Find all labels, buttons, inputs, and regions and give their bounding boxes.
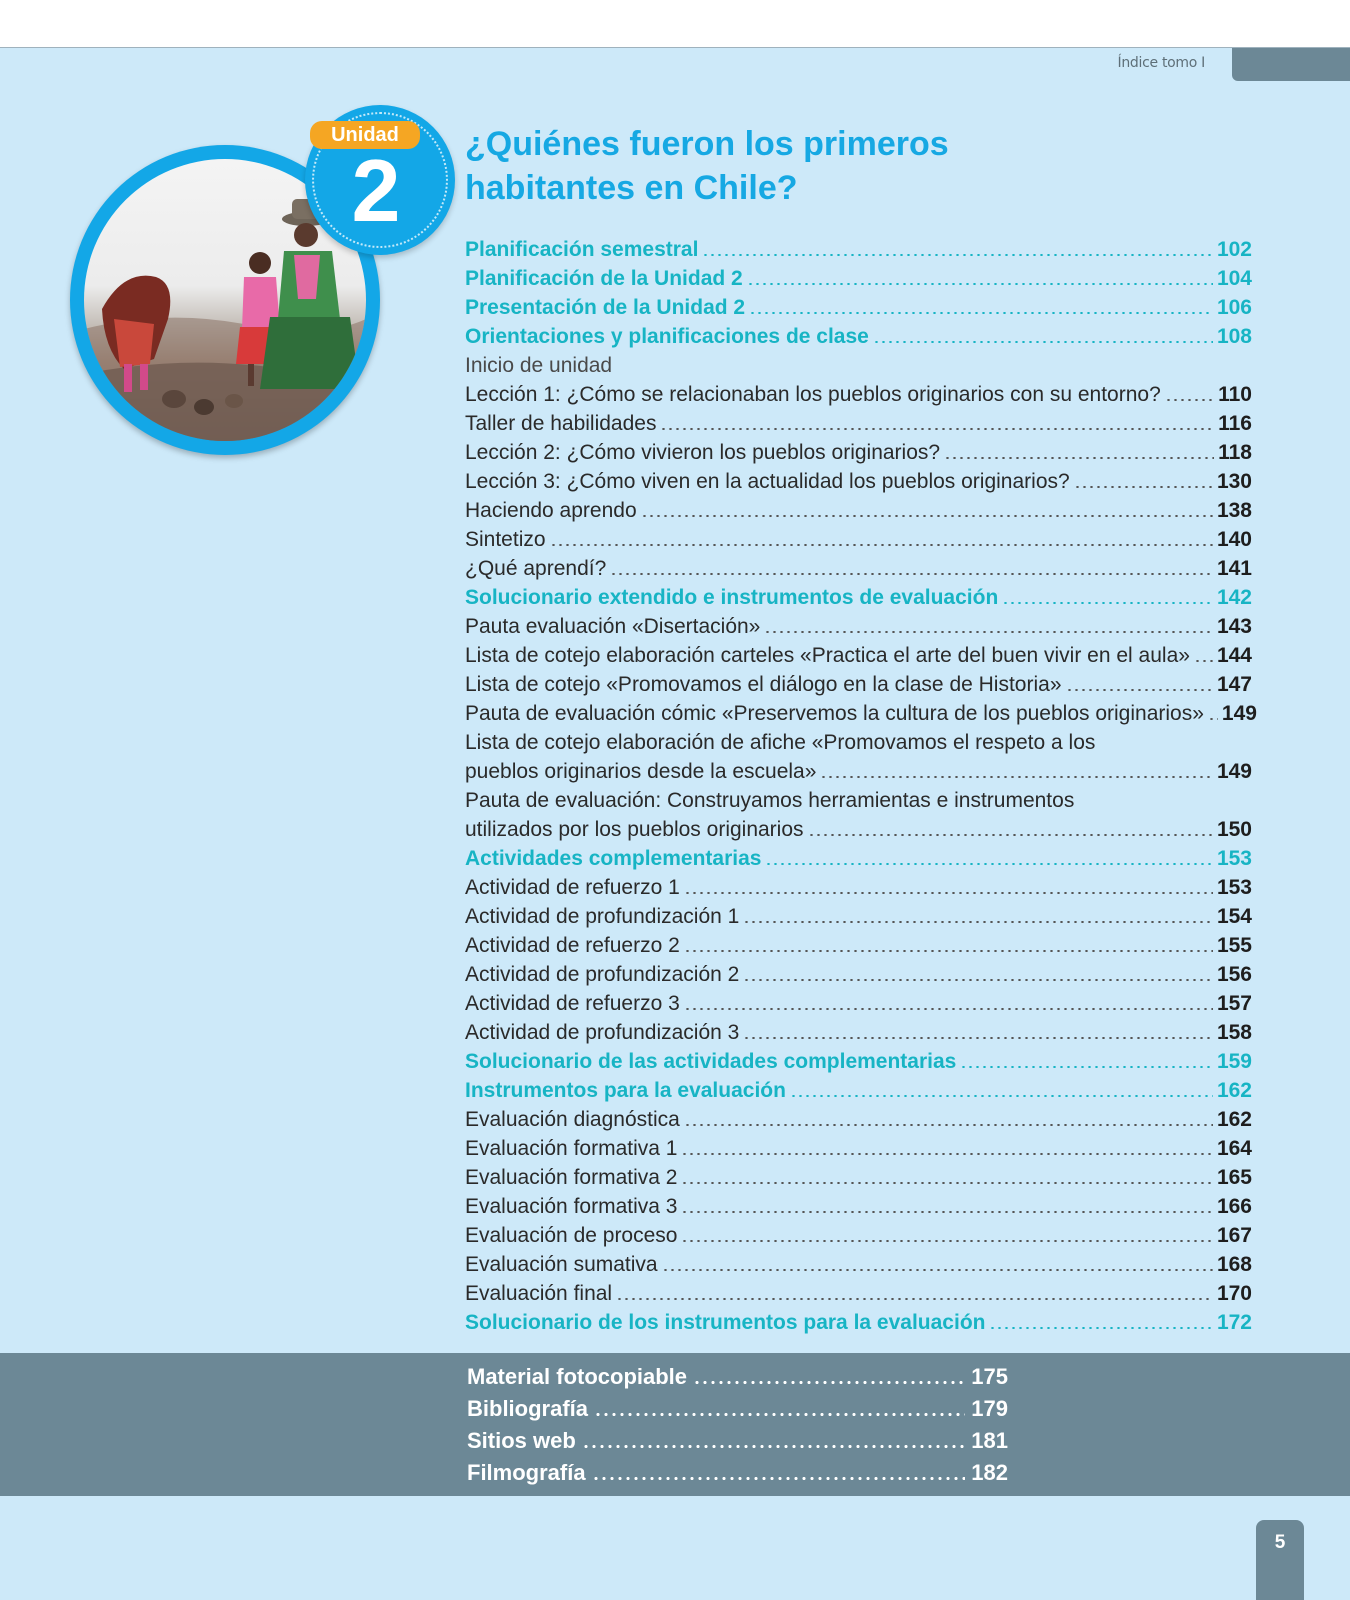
- toc-entry[interactable]: [465, 1105, 1252, 1134]
- table-of-contents: [465, 235, 1257, 1337]
- toc-entry-title: Sintetizo: [465, 528, 546, 551]
- appendix-list: [467, 1361, 1008, 1489]
- toc-entry-page: 141: [1216, 557, 1252, 580]
- appendix-entry[interactable]: [467, 1361, 1008, 1393]
- dot-leader: [747, 283, 1213, 285]
- toc-entry[interactable]: [465, 1047, 1252, 1076]
- toc-entry-title: Evaluación formativa 2: [465, 1166, 678, 1189]
- toc-entry-page: 153: [1216, 876, 1252, 899]
- toc-entry[interactable]: [465, 873, 1252, 902]
- toc-entry[interactable]: [465, 293, 1252, 322]
- appendix-entry-page: 181: [971, 1428, 1008, 1453]
- toc-entry[interactable]: [465, 1192, 1252, 1221]
- toc-entry-page: 167: [1216, 1224, 1252, 1247]
- appendix-band: [0, 1353, 1350, 1496]
- toc-entry-page: 110: [1218, 383, 1252, 406]
- toc-entry[interactable]: [465, 1076, 1252, 1105]
- toc-entry-title: Evaluación final: [465, 1282, 613, 1305]
- toc-entry-page: 172: [1216, 1311, 1252, 1334]
- toc-entry-title: Presentación de la Unidad 2: [465, 296, 746, 319]
- toc-entry-title: Actividades complementarias: [465, 847, 762, 870]
- toc-entry-page: 102: [1216, 238, 1252, 261]
- appendix-entry-title: Material fotocopiable: [467, 1364, 688, 1389]
- unit-number: 2: [351, 141, 401, 240]
- toc-entry-title: Evaluación formativa 3: [465, 1195, 678, 1218]
- toc-entry-title: Planificación semestral: [465, 238, 699, 261]
- dot-leader: [743, 1037, 1213, 1039]
- dot-leader: [681, 1211, 1213, 1213]
- toc-entry-page: 106: [1216, 296, 1252, 319]
- toc-entry[interactable]: [465, 1308, 1252, 1337]
- dot-leader: [873, 341, 1213, 343]
- toc-entry-title: utilizados por los pueblos originarios: [465, 818, 804, 841]
- dot-leader: [610, 573, 1213, 575]
- toc-entry-page: 130: [1216, 470, 1252, 493]
- toc-entry-title: Evaluación sumativa: [465, 1253, 658, 1276]
- toc-entry-page: 166: [1216, 1195, 1252, 1218]
- dot-leader: [1074, 486, 1213, 488]
- toc-entry-page: 168: [1216, 1253, 1252, 1276]
- toc-entry[interactable]: [465, 1221, 1252, 1250]
- toc-entry[interactable]: [465, 641, 1252, 670]
- toc-entry[interactable]: [465, 1279, 1252, 1308]
- toc-entry-title: Actividad de refuerzo 1: [465, 876, 680, 899]
- toc-entry-title: Inicio de unidad: [465, 354, 613, 377]
- toc-entry-page: 150: [1216, 818, 1252, 841]
- toc-entry-page: 154: [1216, 905, 1252, 928]
- dot-leader: [764, 631, 1213, 633]
- toc-entry-title: Taller de habilidades: [465, 412, 657, 435]
- page-number: 5: [1274, 1532, 1286, 1553]
- toc-entry[interactable]: [465, 1250, 1252, 1279]
- toc-entry-page: 162: [1216, 1108, 1252, 1131]
- toc-entry[interactable]: [465, 322, 1252, 351]
- toc-entry-title: Actividad de refuerzo 3: [465, 992, 680, 1015]
- page-number-tab: [1256, 1520, 1304, 1600]
- toc-entry[interactable]: [465, 989, 1252, 1018]
- appendix-entry[interactable]: [467, 1457, 1008, 1489]
- toc-entry[interactable]: [465, 351, 1252, 380]
- toc-entry[interactable]: [465, 496, 1252, 525]
- toc-entry-page: 165: [1216, 1166, 1252, 1189]
- toc-entry-page: 159: [1216, 1050, 1252, 1073]
- unit-title-line-1: ¿Quiénes fueron los primeros: [465, 125, 949, 163]
- toc-entry-title: Evaluación de proceso: [465, 1224, 678, 1247]
- toc-entry-title: Haciendo aprendo: [465, 499, 637, 522]
- dot-leader: [582, 1445, 965, 1448]
- toc-entry-title: Lista de cotejo elaboración de afiche «Promovamos el respeto a los: [465, 731, 1096, 754]
- toc-entry[interactable]: [465, 467, 1252, 496]
- toc-entry-title: Actividad de refuerzo 2: [465, 934, 680, 957]
- toc-entry-title: Instrumentos para la evaluación: [465, 1079, 786, 1102]
- toc-entry-title: Solucionario extendido e instrumentos de evaluación: [465, 586, 999, 609]
- toc-entry[interactable]: [465, 960, 1252, 989]
- toc-entry[interactable]: [465, 757, 1252, 786]
- toc-entry[interactable]: [465, 844, 1252, 873]
- toc-entry-page: 155: [1216, 934, 1252, 957]
- toc-entry[interactable]: [465, 612, 1252, 641]
- toc-entry-page: 149: [1216, 760, 1252, 783]
- toc-entry-title: ¿Qué aprendí?: [465, 557, 607, 580]
- toc-entry-title: Orientaciones y planificaciones de clase: [465, 325, 869, 348]
- toc-entry-title: Pauta evaluación «Disertación»: [465, 615, 761, 638]
- toc-entry-title: Evaluación diagnóstica: [465, 1108, 680, 1131]
- dot-leader: [808, 834, 1213, 836]
- unit-badge: [305, 105, 455, 255]
- toc-entry-page: 108: [1216, 325, 1252, 348]
- dot-leader: [616, 1298, 1213, 1300]
- toc-entry-page: 142: [1216, 586, 1252, 609]
- dot-leader: [684, 1124, 1213, 1126]
- toc-entry-title: Evaluación formativa 1: [465, 1137, 678, 1160]
- toc-entry-page: 116: [1218, 412, 1252, 435]
- toc-entry[interactable]: [465, 438, 1252, 467]
- dot-leader: [820, 776, 1213, 778]
- toc-entry[interactable]: [465, 409, 1252, 438]
- dot-leader: [592, 1477, 966, 1480]
- toc-entry-page: 170: [1216, 1282, 1252, 1305]
- toc-entry-page: 153: [1216, 847, 1252, 870]
- toc-entry[interactable]: [465, 380, 1252, 409]
- dot-leader: [1194, 660, 1213, 662]
- dot-leader: [743, 979, 1213, 981]
- appendix-entry-page: 182: [971, 1460, 1008, 1485]
- toc-entry-title: Pauta de evaluación cómic «Preservemos la cultura de los pueblos originarios»: [465, 702, 1204, 725]
- toc-entry-title: Actividad de profundización 1: [465, 905, 740, 928]
- top-margin: [0, 0, 1350, 48]
- toc-entry-page: 140: [1216, 528, 1252, 551]
- toc-entry[interactable]: [465, 1134, 1252, 1163]
- unit-title-line-2: habitantes en Chile?: [465, 169, 798, 207]
- toc-entry-page: 118: [1218, 441, 1252, 464]
- toc-entry[interactable]: [465, 554, 1252, 583]
- dot-leader: [944, 457, 1214, 459]
- dot-leader: [681, 1153, 1213, 1155]
- toc-entry-title: Solucionario de las actividades complementarias: [465, 1050, 957, 1073]
- dot-leader: [790, 1095, 1213, 1097]
- toc-entry-page: 156: [1216, 963, 1252, 986]
- dot-leader: [684, 950, 1213, 952]
- dot-leader: [1002, 602, 1213, 604]
- toc-entry-title: Lista de cotejo elaboración carteles «Practica el arte del buen vivir en el aula»: [465, 644, 1190, 667]
- dot-leader: [684, 1008, 1213, 1010]
- dot-leader: [681, 1182, 1213, 1184]
- toc-entry-page: 162: [1216, 1079, 1252, 1102]
- toc-entry[interactable]: [465, 235, 1252, 264]
- toc-entry-page: 143: [1216, 615, 1252, 638]
- toc-entry[interactable]: [465, 931, 1252, 960]
- toc-entry-title: Lección 2: ¿Cómo vivieron los pueblos originarios?: [465, 441, 941, 464]
- dot-leader: [1208, 718, 1218, 720]
- toc-entry-title: Solucionario de los instrumentos para la evaluación: [465, 1311, 986, 1334]
- toc-entry-title: Lista de cotejo «Promovamos el diálogo en la clase de Historia»: [465, 673, 1062, 696]
- toc-entry-title: Actividad de profundización 2: [465, 963, 740, 986]
- toc-entry[interactable]: [465, 699, 1257, 728]
- dot-leader: [765, 863, 1213, 865]
- toc-entry-title: Lección 1: ¿Cómo se relacionaban los pueblos originarios con su entorno?: [465, 383, 1161, 406]
- toc-entry[interactable]: [465, 583, 1252, 612]
- appendix-entry[interactable]: [467, 1425, 1008, 1457]
- dot-leader: [662, 1269, 1213, 1271]
- toc-entry-title: pueblos originarios desde la escuela»: [465, 760, 817, 783]
- toc-entry-page: 158: [1216, 1021, 1252, 1044]
- dot-leader: [743, 921, 1213, 923]
- toc-entry[interactable]: [465, 525, 1252, 554]
- toc-entry-title: Actividad de profundización 3: [465, 1021, 740, 1044]
- toc-entry[interactable]: [465, 264, 1252, 293]
- toc-entry-title: Lección 3: ¿Cómo viven en la actualidad los pueblos originarios?: [465, 470, 1070, 493]
- appendix-entry[interactable]: [467, 1393, 1008, 1425]
- toc-entry-page: 104: [1216, 267, 1252, 290]
- appendix-entry-page: 179: [971, 1396, 1008, 1421]
- toc-entry[interactable]: [465, 728, 1252, 757]
- appendix-entry-title: Filmografía: [467, 1460, 586, 1485]
- appendix-entry-page: 175: [971, 1364, 1008, 1389]
- appendix-entry-title: Sitios web: [467, 1428, 576, 1453]
- header-tab: [1232, 48, 1350, 81]
- dot-leader: [684, 892, 1213, 894]
- dot-leader: [550, 544, 1213, 546]
- dot-leader: [960, 1066, 1213, 1068]
- toc-entry-page: 147: [1216, 673, 1252, 696]
- dot-leader: [594, 1413, 965, 1416]
- dot-leader: [1165, 399, 1214, 401]
- toc-entry-title: Pauta de evaluación: Construyamos herramientas e instrumentos: [465, 789, 1075, 812]
- section-label: Índice tomo I: [1117, 55, 1205, 71]
- toc-entry[interactable]: [465, 815, 1252, 844]
- toc-entry[interactable]: [465, 902, 1252, 931]
- toc-entry[interactable]: [465, 670, 1252, 699]
- toc-entry-page: 149: [1221, 702, 1257, 725]
- dot-leader: [693, 1381, 965, 1384]
- unit-label: Unidad: [310, 121, 420, 149]
- dot-leader: [989, 1327, 1212, 1329]
- toc-entry[interactable]: [465, 1018, 1252, 1047]
- toc-entry-page: 144: [1216, 644, 1252, 667]
- toc-entry-page: 157: [1216, 992, 1252, 1015]
- toc-entry[interactable]: [465, 786, 1252, 815]
- unit-title: [465, 122, 1105, 210]
- dot-leader: [641, 515, 1213, 517]
- appendix-entry-title: Bibliografía: [467, 1396, 589, 1421]
- dot-leader: [749, 312, 1213, 314]
- dot-leader: [681, 1240, 1212, 1242]
- toc-entry-page: 164: [1216, 1137, 1252, 1160]
- toc-entry[interactable]: [465, 1163, 1252, 1192]
- toc-entry-page: 138: [1216, 499, 1252, 522]
- dot-leader: [702, 254, 1213, 256]
- toc-entry-title: Planificación de la Unidad 2: [465, 267, 743, 290]
- dot-leader: [1066, 689, 1213, 691]
- dot-leader: [660, 428, 1214, 430]
